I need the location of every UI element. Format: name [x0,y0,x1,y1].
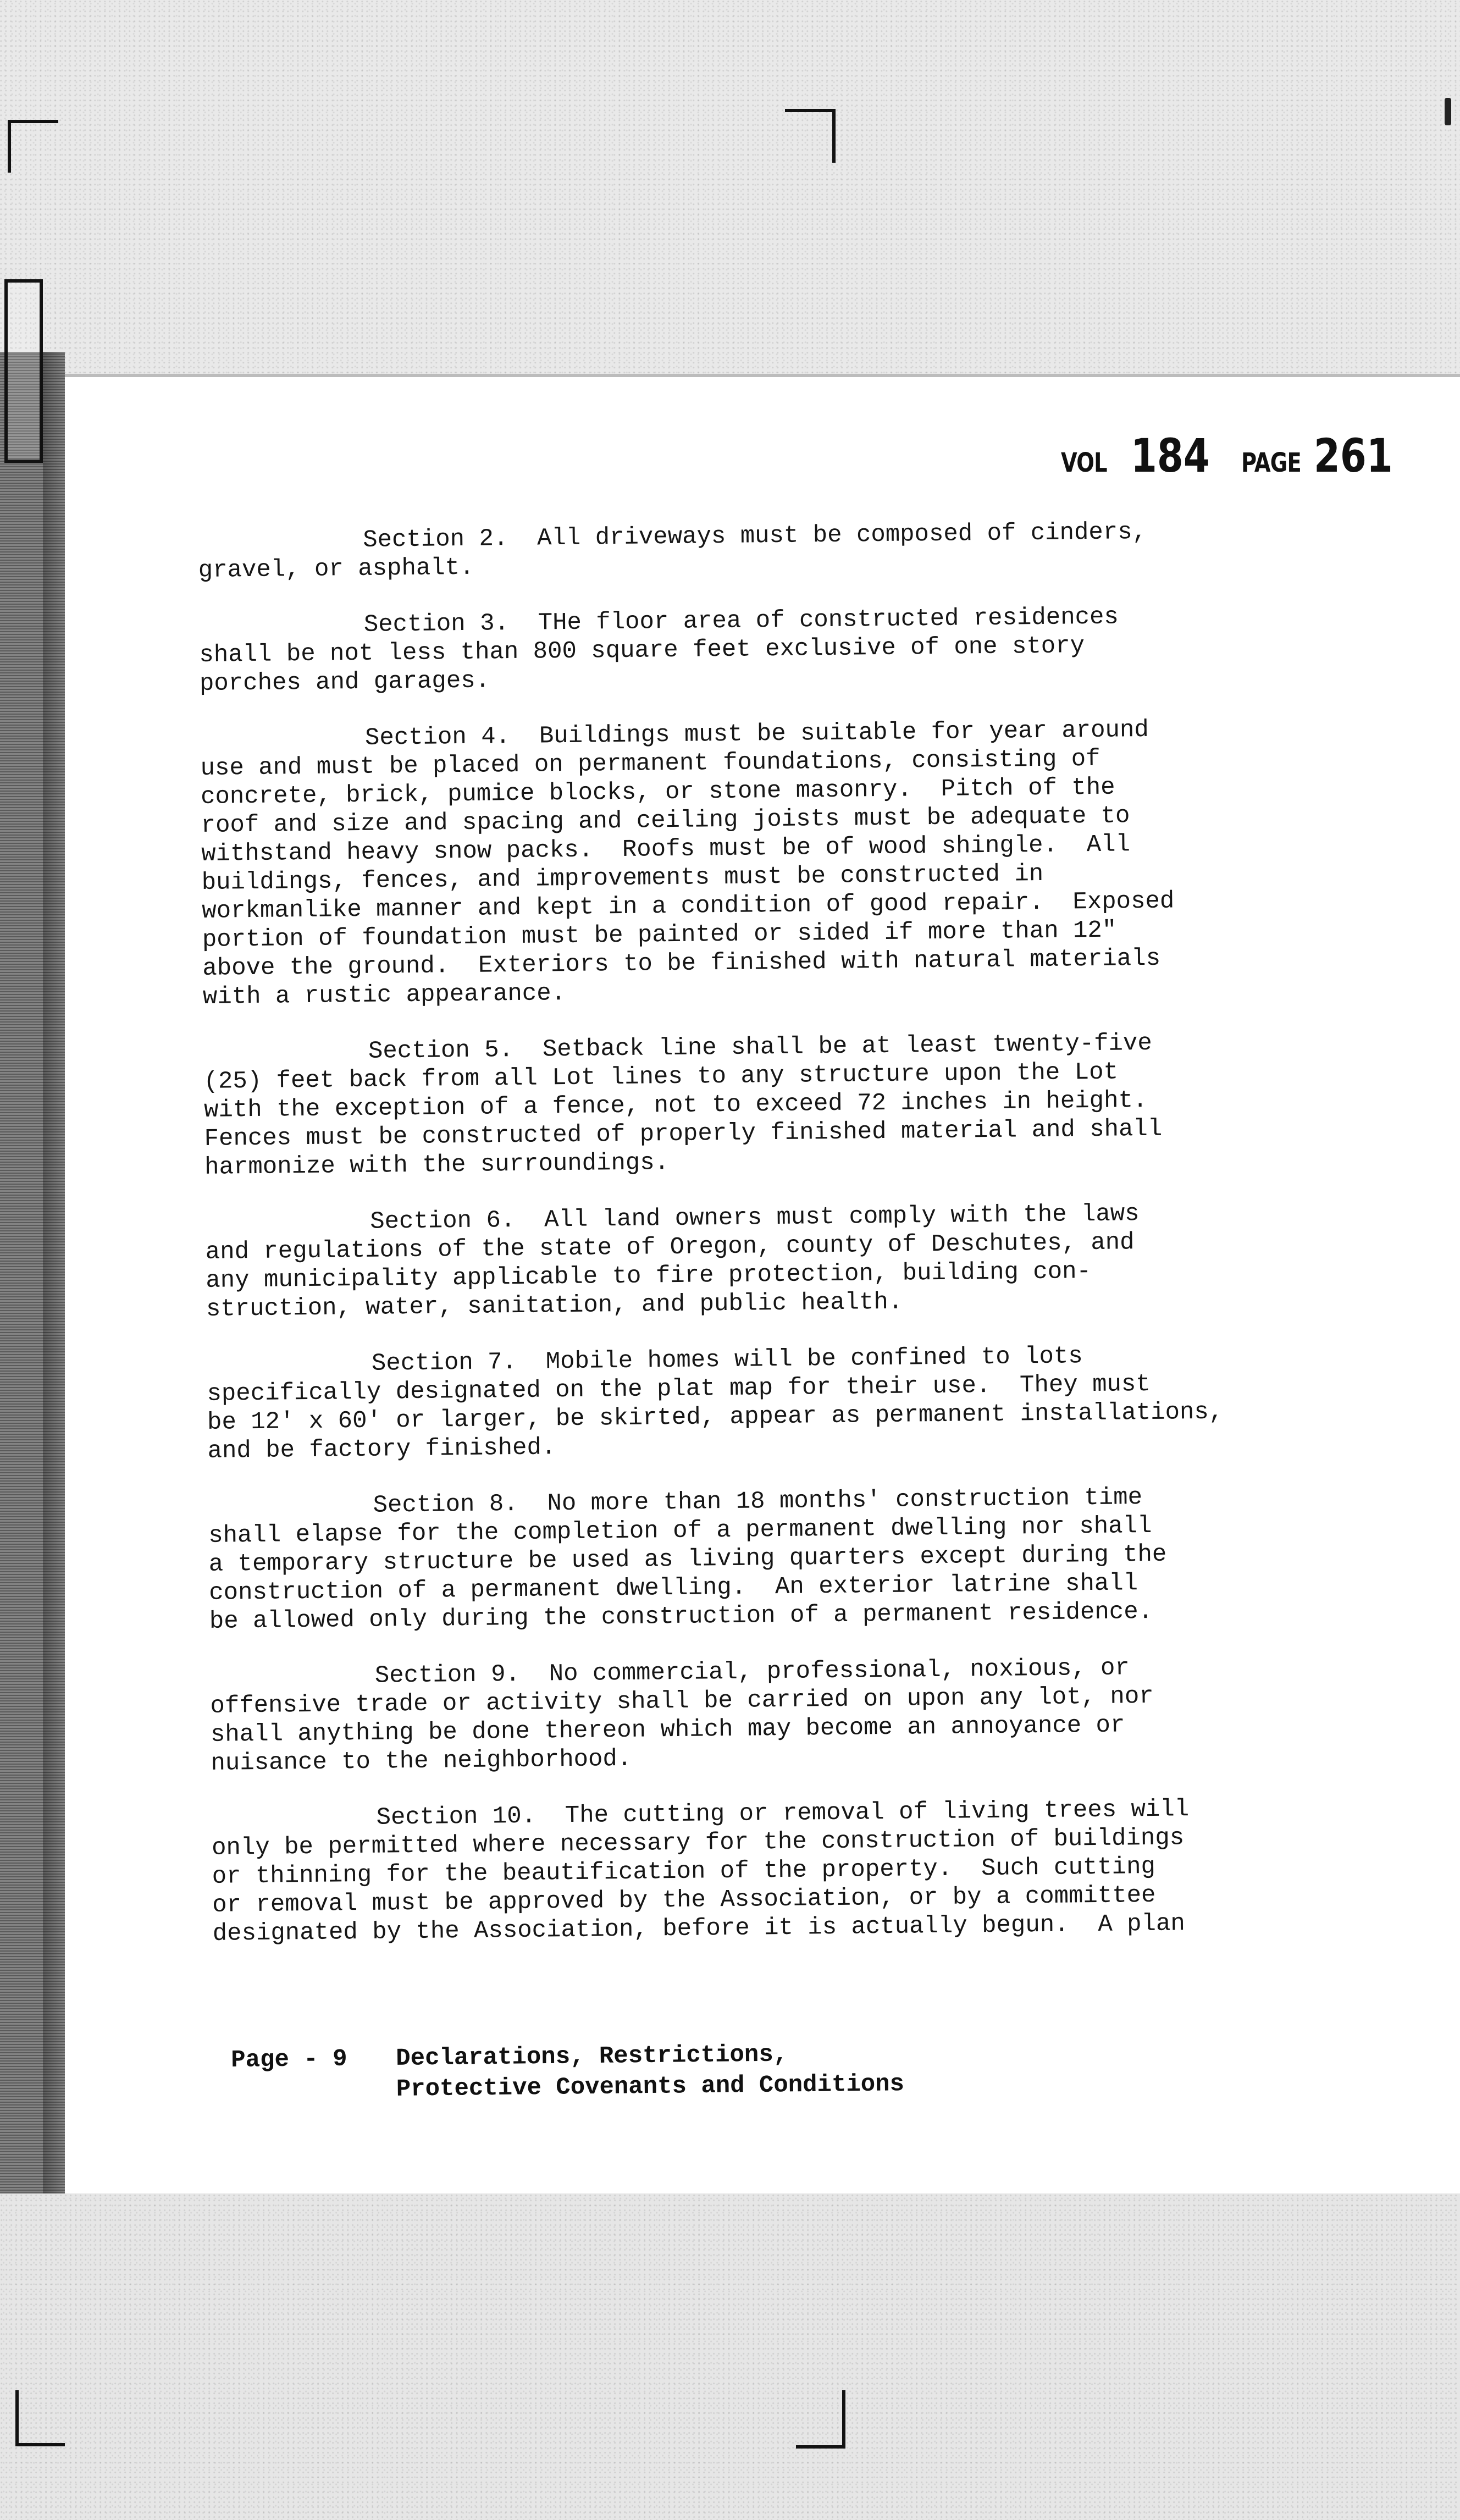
page-number: 261 [1314,429,1393,483]
crop-mark-top-right [785,109,836,163]
page-label: PAGE [1241,447,1301,478]
section-text: only be permitted where necessary for the construction of buildings or thinning for the beautification of the property. Such cutting or removal must be approved by the Association, or by a committee designated by the Association, before it is actually begun. A plan [211,1824,1186,1948]
crop-mark-top-left [8,120,58,173]
vol-label: VOL [1061,447,1107,478]
scan-edge-strip [0,352,65,2232]
crop-mark-bottom-left [15,2390,65,2446]
section-paragraph [208,1481,1380,1636]
section-paragraph [205,1197,1377,1324]
vol-number: 184 [1130,429,1210,483]
section-text: and regulations of the state of Oregon, county of Deschutes, and any municipality applicable to fire protection, building con- struction, water, sanitation, and public health. [205,1229,1135,1323]
binder-bracket [4,279,43,463]
section-paragraph [203,1027,1376,1182]
crop-mark-bottom-right [796,2390,845,2449]
section-text: specifically designated on the plat map for their use. They must be 12' x 60' or larger, be skirted, appear as permanent installations, and be factory finished. [207,1370,1224,1465]
section-lead: Section 10. The cutting or removal of living trees will [376,1795,1190,1832]
section-text: use and must be placed on permanent foundations, consisting of concrete, brick, pumice blocks, or stone masonry. Pitch of the roof and size and spacing and ceiling joists must be adequate to withstand heavy snow packs. Roofs must be of wood shingle. All buildings, fences, and improvements must be constructed in workmanlike manner and kept in a condition of good repair. Exposed portion of foundation must be painted or sided if more than 12" above the ground. Exteriors to be finished with natural materials with a rustic appearance. [200,745,1175,1011]
page-footer [231,2038,904,2107]
section-lead: Section 9. No commercial, professional, noxious, or [374,1654,1130,1690]
section-text: gravel, or asphalt. [198,554,474,584]
section-lead: Section 4. Buildings must be suitable for year around [364,716,1149,752]
section-paragraph [210,1651,1382,1778]
section-lead: Section 2. All driveways must be composed of cinders, [362,518,1147,554]
section-paragraph [211,1793,1384,1948]
section-paragraph [199,600,1371,698]
section-lead: Section 7. Mobile homes will be confined to lots [371,1342,1083,1378]
document-body [198,516,1384,1976]
footer-title-line1: Declarations, Restrictions, [396,2041,788,2073]
scan-noise-top [0,0,1460,374]
footer-title-line2: Protective Covenants and Conditions [396,2070,905,2103]
volume-page-stamp [1061,429,1411,489]
section-text: offensive trade or activity shall be carried on upon any lot, nor shall anything be done thereon which may become an annoyance or nuisance to the neighborhood. [210,1682,1154,1777]
section-lead: Section 5. Setback line shall be at least twenty-five [368,1029,1153,1065]
section-text: shall elapse for the completion of a permanent dwelling nor shall a temporary structure be used as living quarters except during the construction of a permanent dwelling. An exterior latrine shall be allowed only during the construction of a permanent residence. [208,1512,1167,1635]
section-paragraph [198,516,1369,585]
section-paragraph [207,1339,1379,1466]
scan-speck [1445,98,1451,125]
section-text: shall be not less than 800 square feet exclusive of one story porches and garages. [199,632,1085,698]
section-text: (25) feet back from all Lot lines to any structure upon the Lot with the exception of a fence, not to exceed 72 inches in height. Fences must be constructed of properly finished material and shall harmonize with the surroundings. [203,1058,1163,1181]
section-lead: Section 3. THe floor area of constructed residences [363,603,1119,639]
footer-page-number: Page - 9 [231,2045,347,2074]
section-paragraph [200,714,1374,1012]
scan-noise-bottom [0,2193,1460,2520]
section-lead: Section 8. No more than 18 months' construction time [373,1484,1143,1519]
section-lead: Section 6. All land owners must comply with the laws [369,1200,1140,1236]
